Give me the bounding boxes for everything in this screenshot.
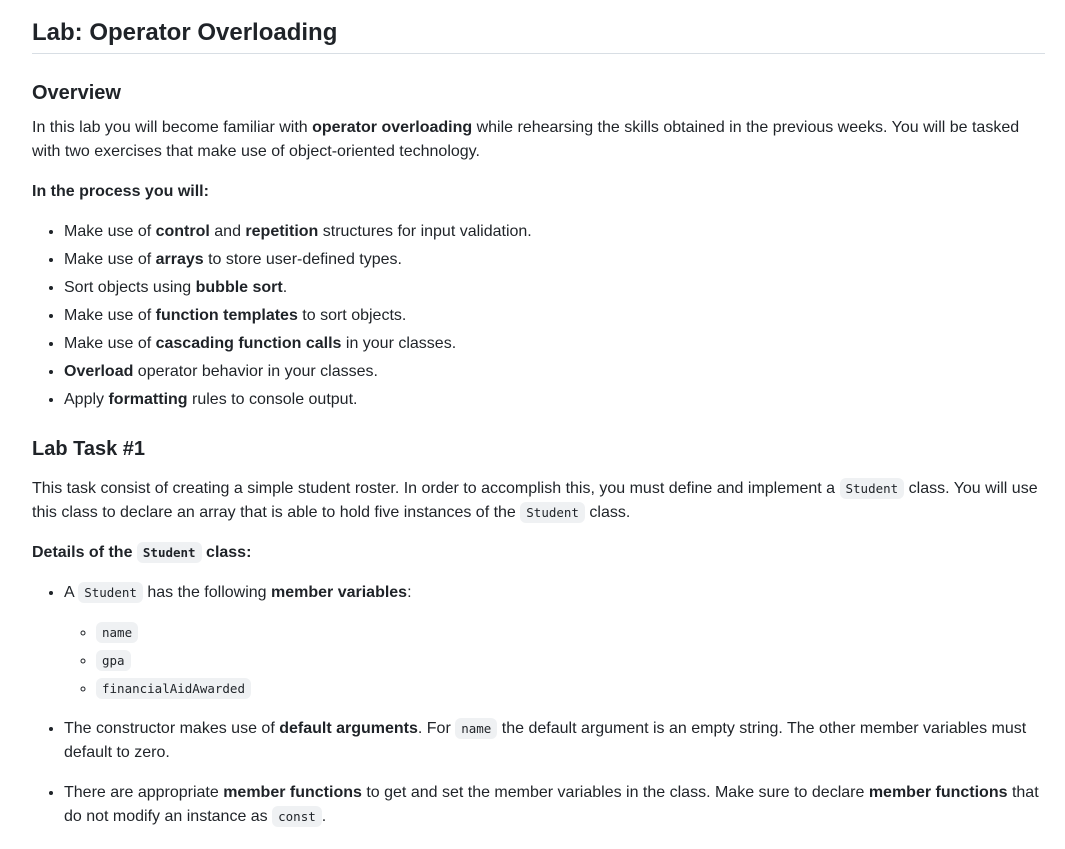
inline-code: const: [272, 806, 322, 827]
overview-heading: Overview: [32, 82, 121, 104]
list-item: • Overload operator behavior in your classes.: [64, 360, 1045, 384]
inline-code: name: [96, 622, 138, 643]
inline-code: gpa: [96, 650, 131, 671]
inline-code: Student: [78, 582, 143, 603]
inline-code: Student: [137, 542, 202, 563]
list-item: • Make use of arrays to store user-defined types.: [64, 248, 1045, 272]
list-item: • There are appropriate member functions to get and set the member variables in the class. Make sure to declare member functions that do not modify an instance as const .: [64, 781, 1045, 829]
overview-intro: In this lab you will become familiar with operator overloading while rehearsing the skills obtained in the previous weeks. You will be tasked with two exercises that make use of object-oriented technology.: [32, 119, 1020, 160]
task1-description: This task consist of creating a simple student roster. In order to accomplish this, you must define and implement a Student class. You will use this class to declare an array that is able to hold five instances of the Student class.: [32, 480, 1038, 521]
list-item: [96, 621, 1045, 645]
list-item: [96, 677, 1045, 701]
details-list: [32, 581, 1045, 829]
list-item: • A Student has the following member variables: ◦ name ◦ gpa ◦ financialAidAwarded: [64, 581, 1045, 701]
inline-code: Student: [840, 478, 905, 499]
task1-heading: Lab Task #1: [32, 438, 146, 460]
inline-code: name: [455, 718, 497, 739]
process-list: [32, 220, 1045, 412]
list-item: • The constructor makes use of default arguments. For name the default argument is an empty string. The other member variables must default to zero.: [64, 717, 1045, 765]
list-item: • Sort objects using bubble sort.: [64, 276, 1045, 300]
member-variables-list: [64, 621, 1045, 701]
inline-code: Student: [520, 502, 585, 523]
list-item: • Make use of cascading function calls in your classes.: [64, 332, 1045, 356]
process-heading: In the process you will:: [32, 183, 209, 200]
inline-code: financialAidAwarded: [96, 678, 251, 699]
details-heading: Details of the Student class:: [32, 544, 252, 561]
page-title: Lab: Operator Overloading: [32, 15, 1045, 54]
list-item: [96, 649, 1045, 673]
list-item: • Make use of function templates to sort objects.: [64, 304, 1045, 328]
list-item: • Apply formatting rules to console output.: [64, 388, 1045, 412]
list-item: • Make use of control and repetition structures for input validation.: [64, 220, 1045, 244]
